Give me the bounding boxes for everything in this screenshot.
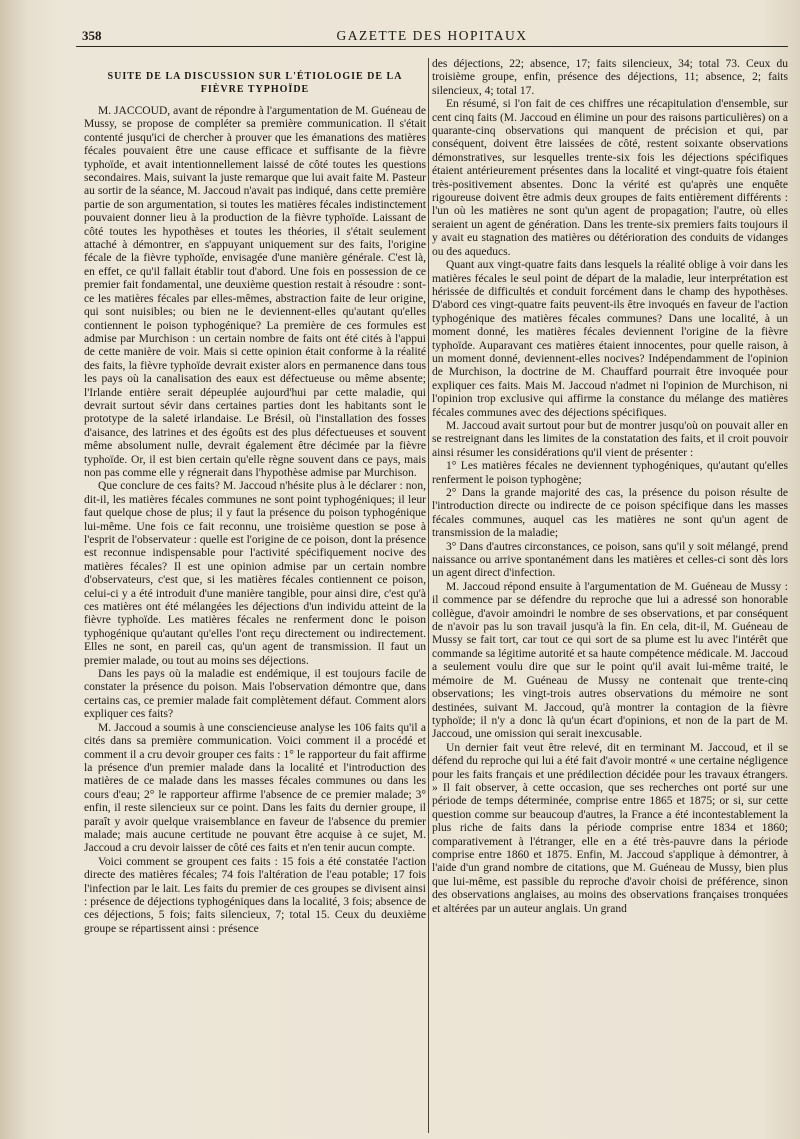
page-header	[76, 26, 788, 47]
paragraph: 3° Dans d'autres circonstances, ce poison, sans qu'il y soit mélangé, prend naissance ou arrive spontanément dans les matières et celles-ci sont dès lors un agent direct d'infection.	[432, 540, 788, 580]
paragraph: M. JACCOUD, avant de répondre à l'argumentation de M. Guéneau de Mussy, se propose de compléter sa première communication. Il s'était contenté jusqu'ici de chercher à prouver que les émanations des matières fécales pouvaient être une cause efficace et suffisante de la fièvre typhoïde, et avait intentionnellement laissé de côté toutes les questions secondaires. Mais, suivant la juste remarque que lui avait faite M. Pasteur au sortir de la séance, M. Jaccoud n'avait pas indiqué, dans cette première partie de son argumentation, si toutes les matières fécales indistinctement pouvaient donner lieu à la production de la fièvre typhoïde. Laissant de côté toutes les hypothèses et toutes les théories, il s'était seulement attaché à démontrer, en s'appuyant uniquement sur des faits, l'origine fécale de la fièvre typhoïde, envisagée d'une manière générale. C'est là, en effet, ce qu'il fallait établir tout d'abord. Une fois en possession de ce premier fait fondamental, une deuxième question restait à résoudre : sont-ce les matières fécales par elles-mêmes, abstraction faite de leur origine, qui sont nuisibles; ou bien ne le deviennent-elles qu'autant qu'elles contiennent le poison typhogénique? La première de ces formules est admise par Murchison : un certain nombre de faits ont été cités à l'appui de cette manière de voir. Mais si cette opinion était conforme à la réalité des faits, la fièvre typhoïde devrait exister alors en permanence dans tous les pays où la canalisation des eaux est défectueuse ou même absente; l'Irlande entière serait dépeuplée aujourd'hui par cette maladie, qui devrait surtout sévir dans certaines parties dont les habitants sont le prototype de la saleté irlandaise. Le Brésil, où l'installation des fosses d'aisance, des latrines et des égoûts est des plus défectueuses et souvent même absolument nulle, devrait également être décimée par la fièvre typhoïde. Or, il est bien certain qu'elle règne souvent dans ce pays, mais non pas comme elle y régnerait dans l'hypothèse admise par Murchison.	[84, 105, 426, 479]
paragraph: Dans les pays où la maladie est endémique, il est toujours facile de constater la présence du poison. Mais l'observation démontre que, dans certains cas, ce premier malade fait complètement défaut. Comment alors expliquer ces faits?	[84, 668, 426, 721]
section-heading-line2: FIÈVRE TYPHOÏDE	[200, 84, 310, 95]
paragraph: M. Jaccoud a soumis à une consciencieuse analyse les 106 faits qu'il a cités dans sa première communication. Voici comment il a procédé et comment il a cru devoir grouper ces faits : 1° le rapporteur du fait affirme la présence d'un premier malade dans la localité et l'introduction des matières de ce malade dans les masses fécales communes ou dans les cours d'eau; 2° le rapporteur affirme l'absence de ce premier malade; 3° enfin, il reste silencieux sur ce point. Dans les faits du dernier groupe, il paraît y avoir quelque vraisemblance en faveur de l'absence du premier malade; mais aucune certitude ne pouvant être acquise à ce sujet, M. Jaccoud a cru devoir laisser de côté ces faits et n'en tenir aucun compte.	[84, 721, 426, 855]
paragraph: M. Jaccoud avait surtout pour but de montrer jusqu'où on pouvait aller en se restreignant dans les limites de la constatation des faits, et il croit pouvoir ainsi résumer les considérations qu'il vient de présenter :	[432, 419, 788, 459]
column-divider	[428, 58, 429, 1133]
paragraph: Quant aux vingt-quatre faits dans lesquels la réalité oblige à voir dans les matières fécales le seul point de départ de la maladie, leur interprétation est hérissée de difficultés et conduit forcément dans le champ des hypothèses. D'abord ces vingt-quatre faits peuvent-ils être invoqués en faveur de l'action typhogénique des matières fécales communes? Dans une localité, à un moment donné, les matières fécales deviennent l'origine de la fièvre typhoïde. Auparavant ces matières étaient innocentes, pour quelle raison, à un moment donné, deviennent-elles nocives? Indépendamment de l'opinion de Murchison, la doctrine de M. Chauffard pourrait être invoquée pour expliquer ces faits. Mais M. Jaccoud n'admet ni l'opinion de Murchison, ni l'opinion trop exclusive qui affirme la constance du mélange des matières fécales communes avec des déjections spécifiques.	[432, 259, 788, 419]
section-heading	[90, 70, 420, 96]
paragraph: Que conclure de ces faits? M. Jaccoud n'hésite plus à le déclarer : non, dit-il, les matières fécales communes ne sont point typhogéniques; il leur faut quelque chose de plus; il y faut la présence du poison typhogénique lui-même. Une fois ce fait reconnu, une troisième question se pose à l'esprit de l'observateur : quelle est l'origine de ce poison, dont la présence est reconnue indispensable pour l'activité spécifiquement nocive des matières fécales? Il est une opinion admise par un certain nombre d'observateurs, c'est que, si les matières fécales contiennent ce poison, celui-ci y a été introduit d'une manière tangible, pour ainsi dire, c'est qu'à ces matières ont été mélangées les déjections d'un individu atteint de la fièvre typhoïde. Les matières fécales ne renferment donc le poison typhogénique qu'autant qu'elles l'ont reçu directement ou indirectement. Elles ne sont, en pareil cas, qu'un agent de transmission. Il faut un premier malade, ou tout au moins ses déjections.	[84, 480, 426, 667]
paragraph: En résumé, si l'on fait de ces chiffres une récapitulation d'ensemble, sur cent cinq faits (M. Jaccoud en élimine un pour des raisons particulières) on a quarante-cinq observations qui manquent de précision et qui, par conséquent, doivent être laissées de côté, restent soixante observations démonstratives, sur lesquelles trente-six fois les déjections spécifiques étaient antérieurement présentes dans la localité et vingt-quatre fois étaient très-positivement absentes. Donc la vérité est qu'après une enquête rigoureuse doivent être admis deux groupes de faits entièrement différents : l'un où les matières ne sont qu'un agent de propagation; l'autre, où elles seraient un agent de génération. Dans les trente-six premiers faits toujours il y avait eu stagnation des matières ou détérioration des conduits de vidanges ou des aqueducs.	[432, 98, 788, 258]
running-title: GAZETTE DES HOPITAUX	[336, 28, 528, 43]
section-heading-line1: SUITE DE LA DISCUSSION SUR L'ÉTIOLOGIE DE LA	[107, 71, 403, 82]
page-number: 358	[82, 28, 102, 43]
paragraph: des déjections, 22; absence, 17; faits silencieux, 34; total 73. Ceux du troisième groupe, enfin, présence des déjections, 11; absence, 2; faits silencieux, 4; total 17.	[432, 58, 788, 97]
paragraph: 1° Les matières fécales ne deviennent typhogéniques, qu'autant qu'elles renferment le poison typhogène;	[432, 460, 788, 486]
paragraph: M. Jaccoud répond ensuite à l'argumentation de M. Guéneau de Mussy : il commence par se défendre du reproche que lui a adressé son honorable collègue, d'avoir amoindri le nombre de ses observations, et par conséquent de n'avoir pas lu son travail jusqu'à la fin. En cela, dit-il, M. Guéneau de Mussy se fait tort, car tout ce qui sort de sa plume est lu avec l'intérêt que commande sa légitime autorité et sa haute compétence médicale. M. Jaccoud a seulement voulu dire que sur le point qu'il avait lui-même traité, le mémoire de M. Guéneau de Mussy ne contenait que trente-cinq observations; les vingt-trois autres observations du mémoire ne sont destinées, suivant M. Jaccoud, qu'à montrer la contagion de la fièvre typhoïde; il n'y a donc là qu'un écart d'opinions, et non de la part de M. Jaccoud, une omission qui serait inexcusable.	[432, 580, 788, 741]
paragraph: 2° Dans la grande majorité des cas, la présence du poison résulte de l'introduction directe ou indirecte de ce poison spécifique dans les masses fécales communes, auquel cas les matières ne sont qu'un agent de transmission de la maladie;	[432, 487, 788, 540]
left-column	[84, 58, 426, 1133]
right-column	[432, 58, 788, 1133]
paragraph: Un dernier fait veut être relevé, dit en terminant M. Jaccoud, et il se défend du reproche qui lui a été fait d'avoir montré « une certaine négligence pour les faits français et une prédilection décidée pour les travaux étrangers. » Il fait observer, à cette occasion, que ses recherches ont porté sur une période de temps déterminée, comprise entre 1865 et 1875; or si, sur cette question comme sur beaucoup d'autres, la France a été incontestablement la plus riche de faits dans la période comprise entre 1834 et 1860; comparativement à l'étranger, elle en a été très-pauvre dans la période comprise entre 1860 et 1875. Enfin, M. Jaccoud s'applique à démontrer, à l'aide d'un grand nombre de citations, que M. Guéneau de Mussy, bien plus que lui-même, est passible du reproche d'avoir choisi de préférence, sinon des observations anglaises, au moins des observations françaises tronquées et altérées par un auteur anglais. Un grand	[432, 741, 788, 915]
paragraph: Voici comment se groupent ces faits : 15 fois a été constatée l'action directe des matières fécales; 74 fois l'altération de l'eau potable; 17 fois l'infection par le lait. Les faits du premier de ces groupes se divisent ainsi : présence de déjections typhogéniques dans la localité, 3 fois; absence de ces déjections, 5 fois; faits silencieux, 7; total 15. Ceux du deuxième groupe se répartissent ainsi : présence	[84, 855, 426, 935]
